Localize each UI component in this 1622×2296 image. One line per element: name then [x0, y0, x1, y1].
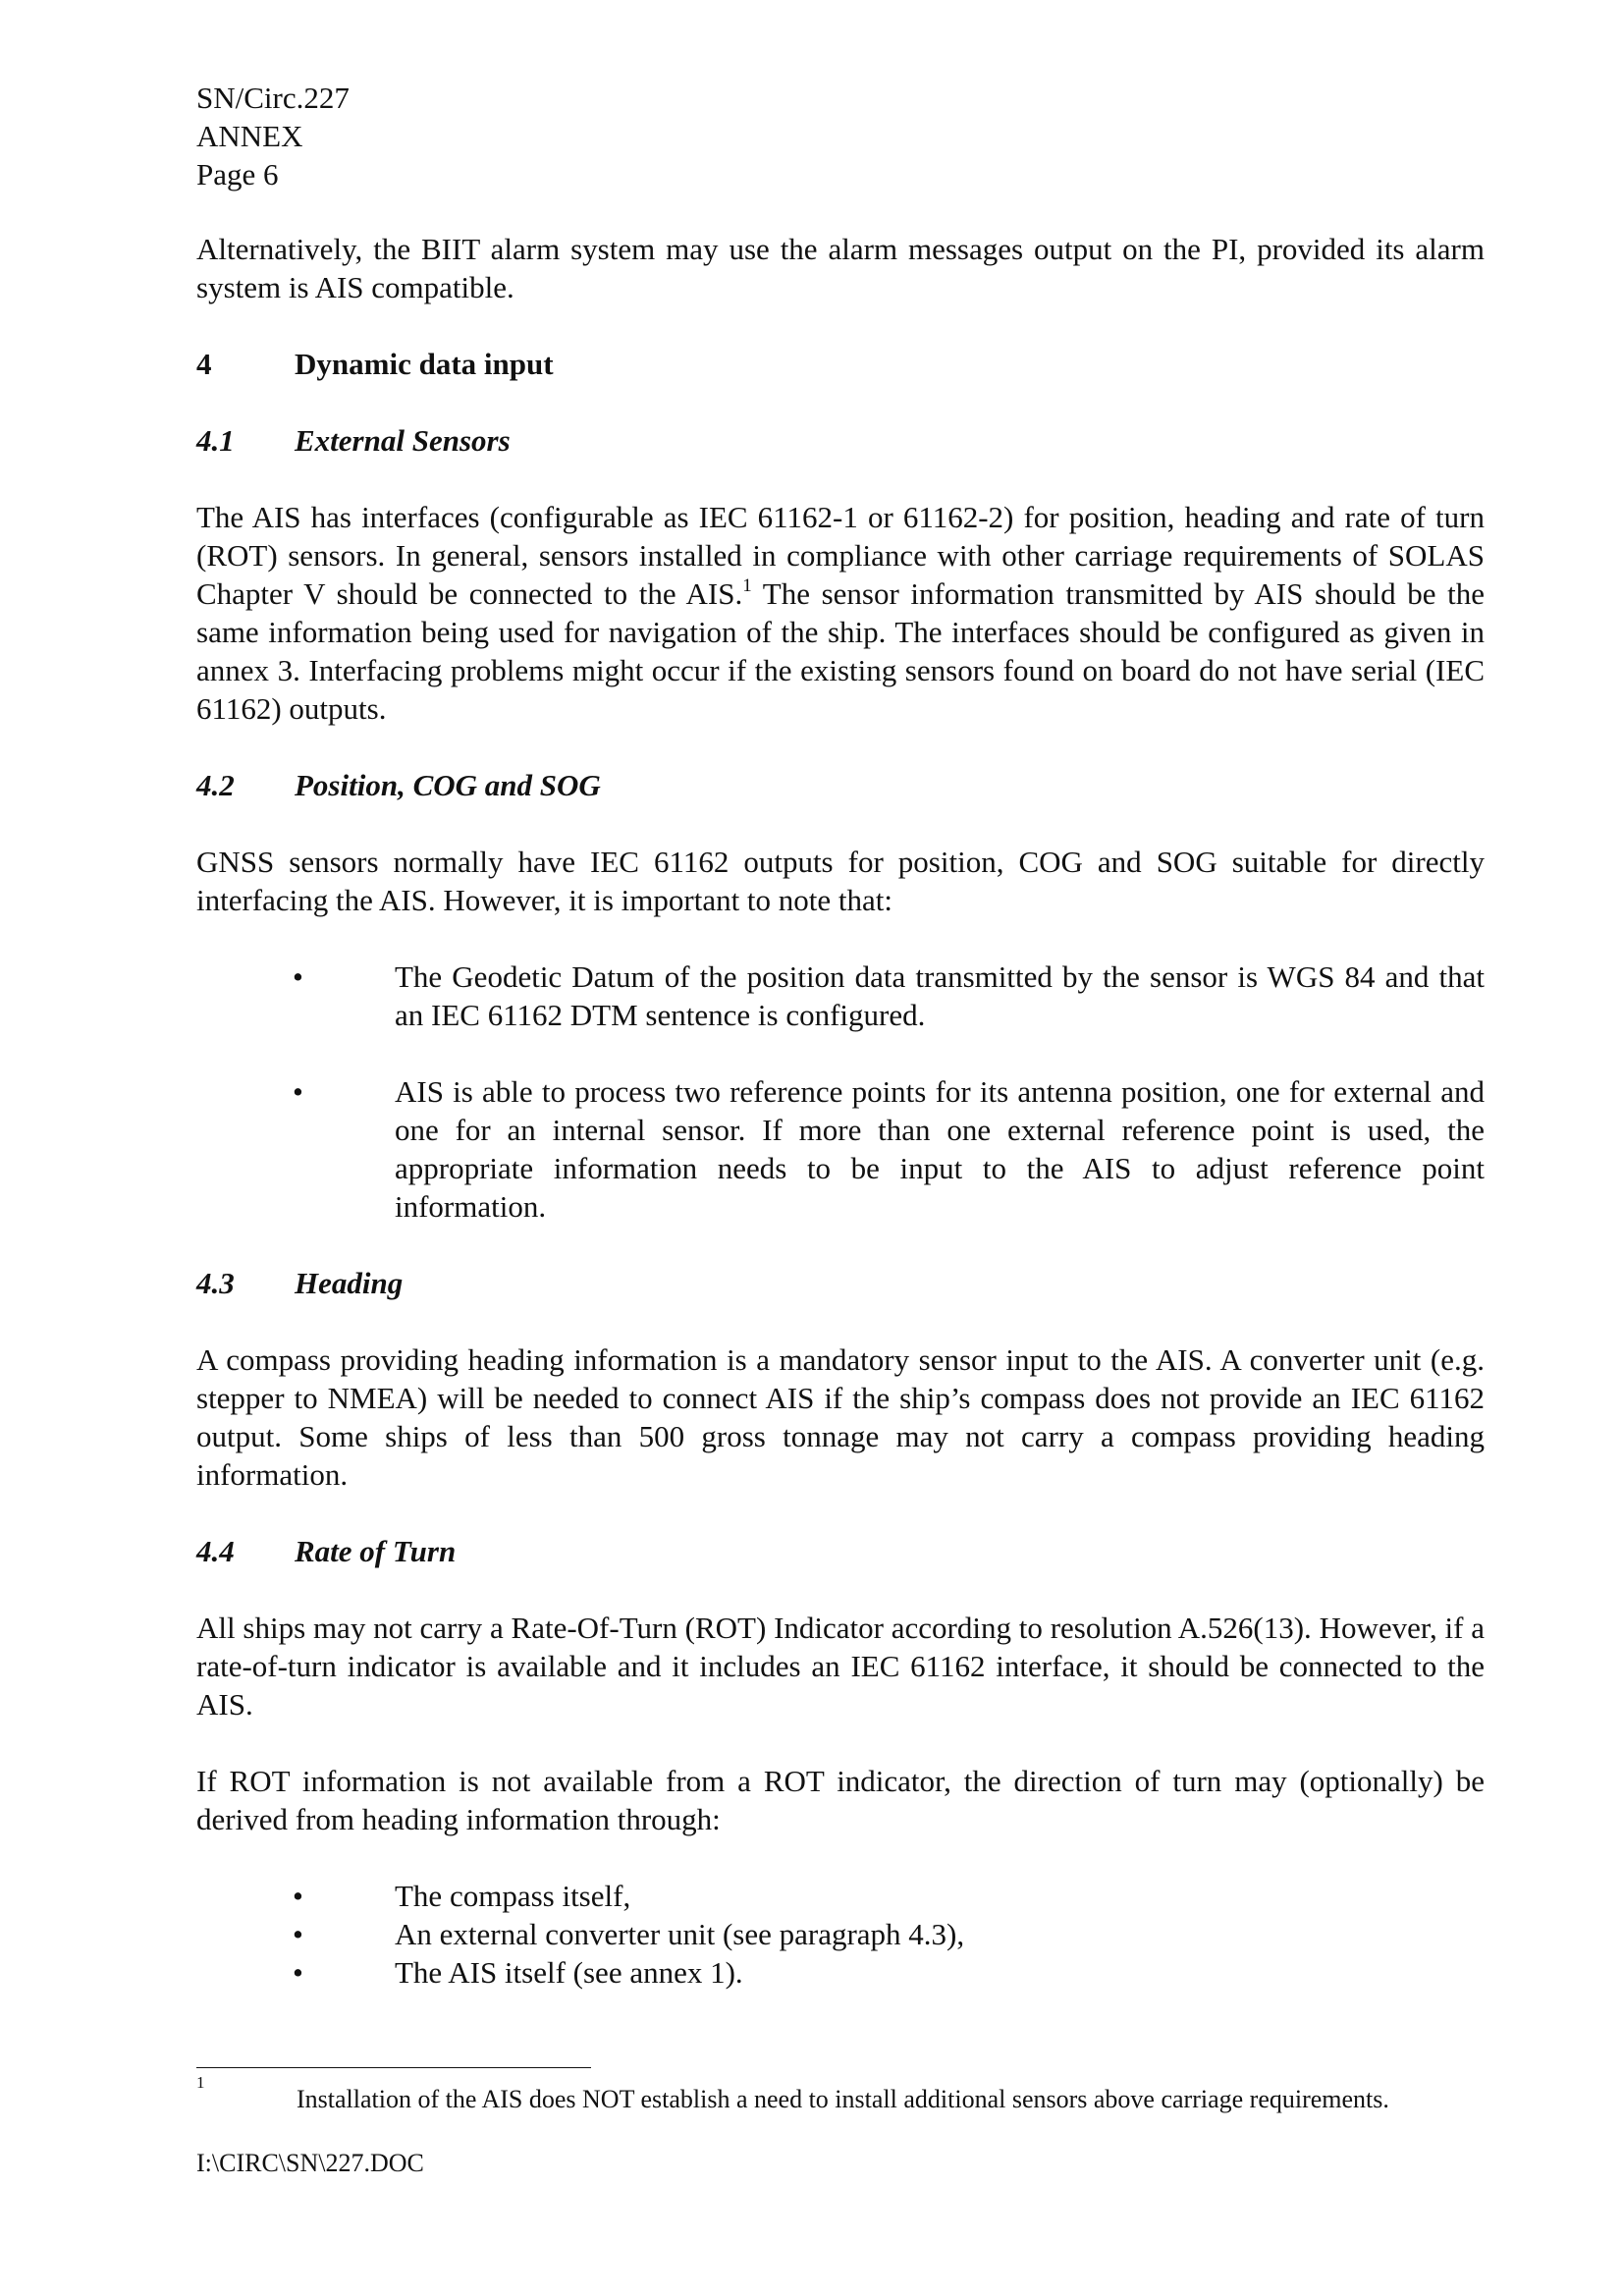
annex-label: ANNEX: [196, 119, 303, 153]
section-title: External Sensors: [295, 423, 511, 458]
intro-paragraph: Alternatively, the BIIT alarm system may use the alarm messages output on the PI, provided its alarm system is AIS compatible.: [196, 232, 1485, 304]
section-4-4-paragraph-1: All ships may not carry a Rate-Of-Turn (ROT) Indicator according to resolution A.526(13). However, if a rate-of-turn indicator is available and it includes an IEC 61162 interface, it should be connected to the AIS.: [196, 1611, 1485, 1722]
section-4-2-paragraph: GNSS sensors normally have IEC 61162 outputs for position, COG and SOG suitable for directly interfacing the AIS. However, it is important to note that:: [196, 845, 1485, 917]
list-item: [196, 1072, 1485, 1226]
list-item: [196, 1953, 1485, 1992]
list-item: [196, 1877, 1485, 1915]
section-4-2-heading: [196, 766, 601, 804]
section-number: 4.1: [196, 423, 235, 458]
file-path-footer: I:\CIRC\SN\227.DOC: [196, 2149, 424, 2177]
section-title: Position, COG and SOG: [295, 768, 601, 802]
section-number: 4.3: [196, 1266, 235, 1300]
section-number: 4.4: [196, 1534, 235, 1568]
section-4-heading: [196, 345, 554, 383]
bullet-glyph: •: [293, 1879, 303, 1913]
bullet-glyph: •: [293, 1955, 303, 1990]
list-item: [196, 957, 1485, 1034]
list-item: [196, 1915, 1485, 1953]
list-item-text: The compass itself,: [395, 1879, 631, 1913]
footnote-text: Installation of the AIS does NOT establish a need to install additional sensors above carriage requirements.: [297, 2085, 1389, 2113]
footnote-reference: 1: [742, 574, 752, 596]
section-4-1-heading: [196, 421, 511, 460]
section-4-4-paragraph-2: If ROT information is not available from a ROT indicator, the direction of turn may (optionally) be derived from heading information through:: [196, 1764, 1485, 1836]
list-item-text: The Geodetic Datum of the position data transmitted by the sensor is WGS 84 and that an IEC 61162 DTM sentence is configured.: [395, 959, 1485, 1032]
list-item-text: An external converter unit (see paragraph 4.3),: [395, 1917, 965, 1951]
section-4-1-paragraph: [196, 498, 1485, 728]
circular-reference: SN/Circ.227: [196, 81, 350, 115]
page-number: Page 6: [196, 157, 279, 191]
section-title: Heading: [295, 1266, 404, 1300]
footnote: [196, 2075, 1502, 2116]
document-header: [196, 79, 350, 193]
paragraph-text: The sensor information transmitted by AIS should be the same information being used for navigation of the ship. The interfaces should be configured as given in annex 3. Interfacing problems might occur if the existing sensors found on board do not have serial (IEC 61162) outputs.: [196, 576, 1485, 726]
bullet-glyph: •: [293, 1074, 303, 1109]
section-number: 4: [196, 347, 212, 381]
section-number: 4.2: [196, 768, 235, 802]
bullet-glyph: •: [293, 959, 303, 994]
footnote-number: 1: [196, 2073, 205, 2092]
section-4-4-heading: [196, 1532, 456, 1570]
section-title: Rate of Turn: [295, 1534, 457, 1568]
section-title: Dynamic data input: [295, 347, 554, 381]
paragraph-text: The AIS has interfaces (configurable as IEC 61162-1 or 61162-2) for position, heading and rate of turn (ROT) sensors. In general, sensors installed in compliance with other carriage requirements of SOLAS Chapter V should be connected to the AIS.: [196, 500, 1485, 611]
footnote-separator: [196, 2067, 591, 2068]
list-item-text: AIS is able to process two reference points for its antenna position, one for external and one for an internal sensor. If more than one external reference point is used, the appropriate information needs to be input to the AIS to adjust reference point information.: [395, 1074, 1485, 1224]
section-4-3-heading: [196, 1264, 403, 1302]
list-item-text: The AIS itself (see annex 1).: [395, 1955, 743, 1990]
bullet-glyph: •: [293, 1917, 303, 1951]
section-4-3-paragraph: A compass providing heading information is a mandatory sensor input to the AIS. A converter unit (e.g. stepper to NMEA) will be needed to connect AIS if the ship’s compass does not provide an IEC 61162 output. Some ships of less than 500 gross tonnage may not carry a compass providing heading information.: [196, 1342, 1485, 1492]
